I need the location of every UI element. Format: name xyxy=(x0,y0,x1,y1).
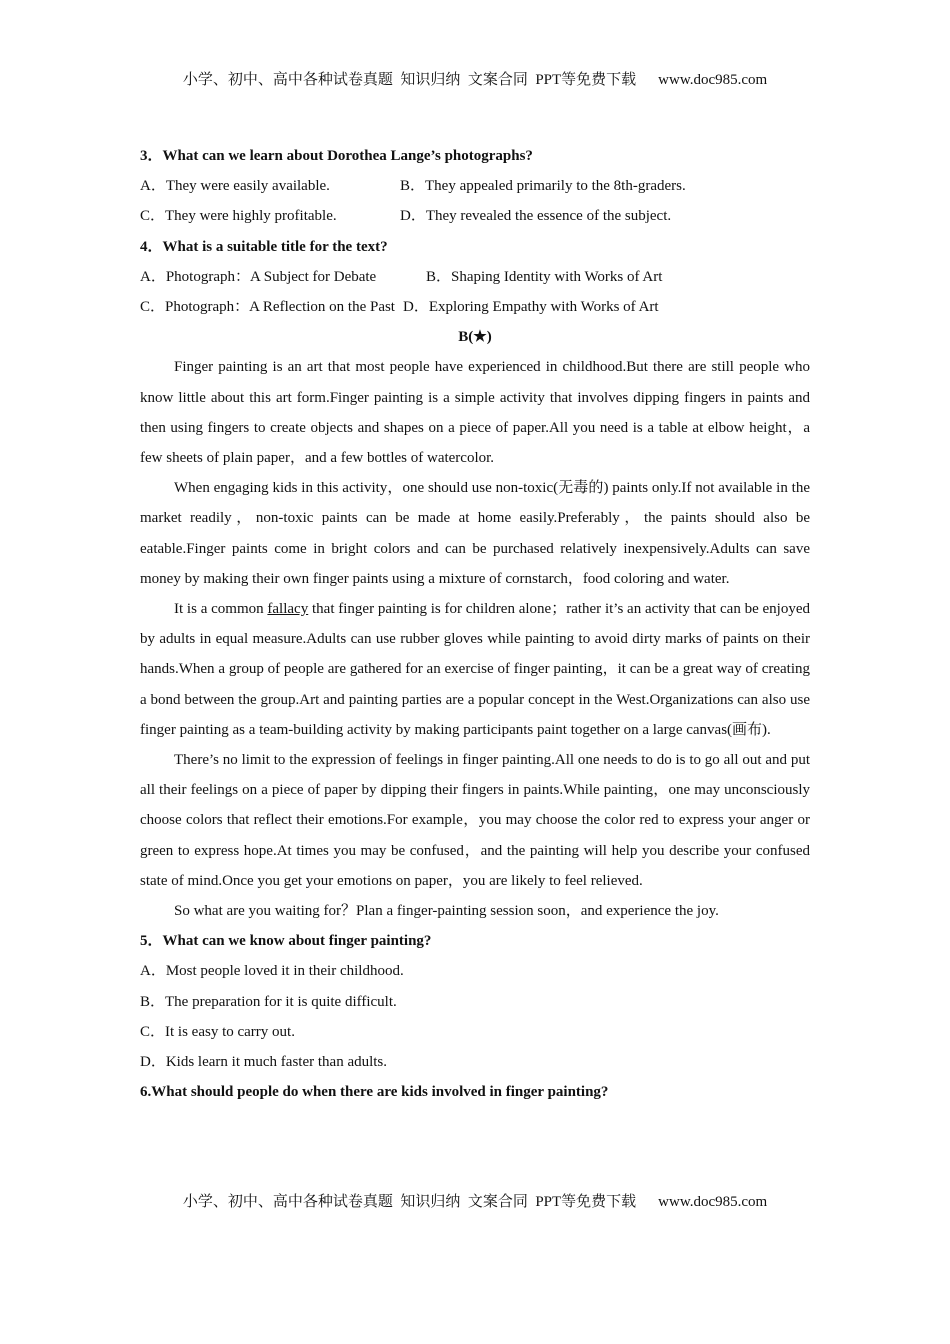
header-url: www.doc985.com xyxy=(658,72,768,88)
question-4-option-b: B．Shaping Identity with Works of Art xyxy=(426,268,663,285)
paragraph-3-lead: It is a common xyxy=(174,601,268,618)
question-3-option-c: C．They were highly profitable. xyxy=(140,208,337,225)
question-4-stem: 4．What is a suitable title for the text? xyxy=(140,238,388,255)
question-5-option-a: A．Most people loved it in their childhood. xyxy=(140,963,404,980)
question-4-option-c: C．Photograph：A Reflection on the Past xyxy=(140,299,395,316)
question-5-option-c: C．It is easy to carry out. xyxy=(140,1023,295,1040)
passage-paragraph-2: When engaging kids in this activity，one should use non-toxic(无毒的) paints only.If not available in the market readily，non-toxic paints can be made at home easily.Preferably，the paints should also be eatable.Finger paints come in bright colors and can be purchased relatively inexpensively.Adults can save money by making their own finger paints using a mixture of cornstarch，food coloring and water. xyxy=(140,480,810,587)
footer-url: www.doc985.com xyxy=(658,1194,768,1210)
document-body xyxy=(140,141,810,1108)
question-3-options-ab xyxy=(140,171,810,201)
page-header xyxy=(0,68,950,89)
question-5-option-d: D．Kids learn it much faster than adults. xyxy=(140,1054,388,1071)
section-b-title: B(★) xyxy=(458,329,492,346)
passage-paragraph-3 xyxy=(140,594,810,745)
page-footer xyxy=(0,1190,950,1211)
passage-paragraph-4: There’s no limit to the expression of feelings in finger painting.All one needs to do is to go all out and put all their feelings on a piece of paper by dipping their fingers in paints.While painting，one may unconsciously choose colors that reflect their emotions.For example，you may choose the color red to express your anger or green to express hope.At times you may be confused，and the painting will help you describe your confused state of mind.Once you get your emotions on paper，you are likely to feel relieved. xyxy=(140,752,810,889)
question-4-option-a: A．Photograph：A Subject for Debate xyxy=(140,268,377,285)
underlined-word-fallacy: fallacy xyxy=(267,601,309,618)
question-3-options-cd xyxy=(140,201,810,231)
question-5-stem: 5．What can we know about finger painting? xyxy=(140,933,432,950)
question-4-options-cd xyxy=(140,292,810,322)
passage-paragraph-5: So what are you waiting for？Plan a finger-painting session soon，and experience the joy. xyxy=(174,903,719,920)
footer-text: 小学、初中、高中各种试卷真题 知识归纳 文案合同 PPT等免费下载 xyxy=(182,1194,637,1210)
question-3-option-a: A．They were easily available. xyxy=(140,178,330,195)
question-4-option-d: D．Exploring Empathy with Works of Art xyxy=(402,299,659,316)
question-4-options-ab xyxy=(140,262,810,292)
passage-paragraph-1: Finger painting is an art that most people have experienced in childhood.But there are still people who know little about this art form.Finger painting is a simple activity that involves dipping fingers in paints and then using fingers to create objects and shapes on a piece of paper.All you need is a table at elbow height，a few sheets of plain paper，and a few bottles of watercolor. xyxy=(140,359,810,467)
question-6-stem: 6.What should people do when there are kids involved in finger painting? xyxy=(140,1084,609,1101)
question-3-stem: 3．What can we learn about Dorothea Lange’s photographs? xyxy=(140,148,533,164)
question-5-option-b: B．The preparation for it is quite difficult. xyxy=(140,993,397,1010)
header-text: 小学、初中、高中各种试卷真题 知识归纳 文案合同 PPT等免费下载 xyxy=(182,72,637,88)
question-3-option-d: D．They revealed the essence of the subject. xyxy=(400,208,672,225)
question-3-option-b: B．They appealed primarily to the 8th-graders. xyxy=(400,178,686,195)
paragraph-3-rest: that finger painting is for children alone；rather it’s an activity that can be enjoyed by adults in equal measure.Adults can use rubber gloves while painting to avoid dirty marks of paints on their hands.When a group of people are gathered for an exercise of finger painting，it can be a great way of creating a bond between the group.Art and painting parties are a popular concept in the West.Organizations can also use finger painting as a team-building activity by making participants paint together on a large canvas(画布). xyxy=(140,601,810,738)
